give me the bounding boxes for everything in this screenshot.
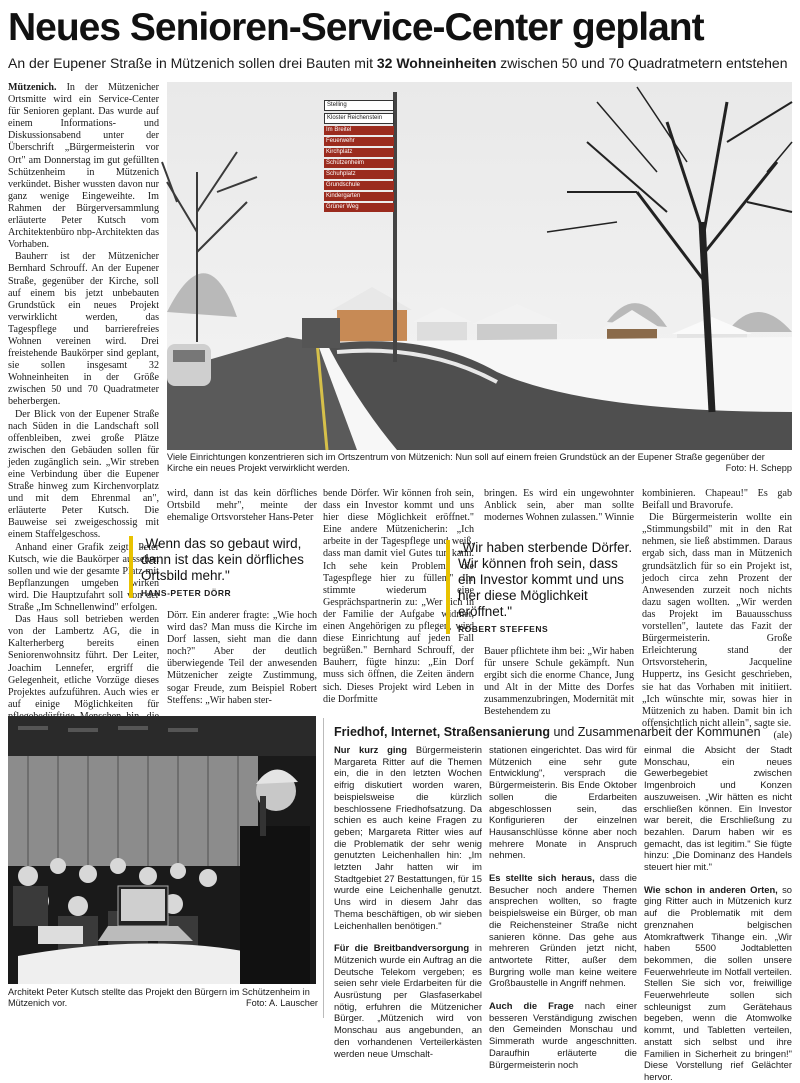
quote-author: HANS-PETER DÖRR — [141, 588, 232, 598]
article-column-4: bringen. Es wird ein ungewohnter Anblick sein, aber man sollte modernes Wohnen zulassen." Winnie — [484, 488, 634, 524]
quote-text: „Wir haben sterbende Dörfer. Wir können froh sein, dass ein Investor kommt und uns hier diese Möglichkeit eröffnet." — [458, 540, 633, 619]
sign-kirchplatz: Kirchplatz — [324, 148, 394, 157]
sign-grundschule: Grundschule — [324, 181, 394, 190]
article-column-5: kombinieren. Chapeau!" Es gab Beifall und Bravorufe. Die Bürgermeisterin wollte ein „Stimmungsbild" mit in den Rat nehmen, sie ließ abstimmen. Daraus ergab sich, dass man in Mützenich grundsätzlich für so ein Projekt ist, jedoch circa zehn Prozent der Anwesenden zurzeit noch nichts dazu sagen wollten. „Wir werden das Projekt im Bauausschuss vorstellen", lautete das Fazit der Bürgermeisterin. Große Erleichterung stand der Ortsvorsteherin, Jacqueline Huppertz, ins Gesicht geschrieben, sie hat das Vorhaben mit initiiert. „Ich wünschte mir, sowas hier in Mützenich zu haben. Damit bin ich offensichtlich nicht allein", sagte sie. (ale) — [642, 488, 792, 741]
subheadline: An der Eupener Straße in Mützenich sollen drei Bauten mit 32 Wohneinheiten zwischen 50 und 70 Quadratmetern entstehen — [8, 55, 788, 71]
photo-credit-2: Foto: A. Lauscher — [245, 998, 318, 1008]
sign-feuerwehr: Feuerwehr — [324, 137, 394, 146]
section-column-2: stationen eingerichtet. Das wird für Mützenich eine sehr gute Entwicklung", versprach die Bürgermeisterin. Bis Ende Oktober sollen die Erdarbeiten abgeschlossen sein, das Konfigurieren der einzelnen Hausanschlüsse könne aber noch mehrere Monate in Anspruch nehmen. Es stellte sich heraus, dass die Besucher noch andere Themen ansprechen wollten, so fragte beispielsweise ein Bürger, ob man die Reichensteiner Straße nicht sanieren könne. Das gehe aus mehreren Gründen jetzt nicht, antwortete Ritter, außer dem Burgring wolle man keine weitere Großbaustelle in Angriff nehmen. Auch die Frage nach einer besseren Verständigung zwischen den Gemeinden Monschau und Simmerath wurde angeschnitten. Daraufhin erläuterte die Bürgermeisterin noch — [489, 744, 638, 1070]
street-photo — [167, 82, 792, 450]
article-column-4-lower: Bauer pflichtete ihm bei: „Wir haben für unsere Schule gekämpft. Nun ergibt sich die enorme Chance, Jung und Alt in der Mitte des Dorfes zusammenzubringen, Modernität mit Bestehendem zu — [484, 646, 634, 718]
paragraph: Bauherr ist der Mützenicher Bernhard Schrouff. An der Eupener Straße, gegenüber der Kirche, soll auf einem bis jetzt unbebauten Grundstück ein neues Projekt verwirklicht werden, das Tagespflege und barrierefreies Wohnen vereinen wird. Drei freistehende Baukörper sind geplant, sie sollen insgesamt 32 Wohneinheiten in der Größe zwischen 50 und 70 Quadratmeter beherbergen. — [8, 251, 159, 408]
section-column-1: Nur kurz ging Bürgermeisterin Margareta Ritter auf die Themen ein, die in den letzten Wochen eifrig diskutiert worden waren, beispielsweise die kürzlich beschlossene Friedhofsatzung. Da schien es auch keine Fragen zu geben; Margareta Ritter wies auf die Problematik der sehr wenig genutzten Leichenhallen hin: „Im letzten Jahr hatten wir im Stadtgebiet 27 Bestattungen, für 15 wurde eine Leichenhalle genutzt. Uns wird in diesem Jahr das Thema beschäftigen, ob wir sieben Leichenhallen benötigen." Für die Breitbandversorgung in Mützenich wurde ein Auftrag an die Deutsche Telekom vergeben; es seien sehr viele Erdarbeiten für die Ausrüstung per Glasfaserkabel nötig, erfuhren die Mützenicher Bürger. „Mützenich wird von Monschau aus angebunden, an den vorhandenen Verteilerkästen werden neue Umschalt- — [334, 744, 482, 1059]
quote-author: ROBERT STEFFENS — [458, 624, 549, 634]
dateline: Mützenich. — [8, 82, 57, 93]
photo-caption-2: Architekt Peter Kutsch stellte das Projekt den Bürgern im Schützenheim in Mützenich vor. Foto: A. Lauscher — [8, 987, 318, 1008]
pull-quote-steffens — [446, 540, 636, 634]
sign-kloster: Kloster Reichenstein — [324, 113, 394, 124]
sign-kindergarten: Kindergarten — [324, 192, 394, 201]
section-divider — [323, 718, 324, 1018]
headline: Neues Senioren-Service-Center geplant — [8, 6, 704, 49]
sign-stelling: Stelling — [324, 100, 394, 111]
winter-street-image — [167, 82, 792, 450]
photo-caption: Viele Einrichtungen konzentrieren sich im Ortszentrum von Mützenich: Nun soll auf einem freien Grundstück an der Eupener Straße gegenüber der Kirche ein neues Projekt verwirklicht werden. Foto: H. Schepp — [167, 452, 792, 473]
article-column-2: wird, dann ist das kein dörfliches Ortsbild mehr", meinte der ehemalige Ortsvorsteher Hans-Peter — [167, 488, 317, 524]
section-column-3: einmal die Absicht der Stadt Monschau, ein neues Gewerbegebiet zwischen Imgenbroich und Konzen auszuweisen. „Wir hätten es nicht erschließen können. Ein Investor war bereit, die Erschließung zu bezahlen. Darum haben wir es gemacht, das ist legitim." Sie fügte hinzu: „Die Dominanz des Handels steuert hier mit." Wie schon in anderen Orten, so ging Ritter auch in Mützenich kurz auf die Problematik mit dem grenznahen belgischen Atomkraftwerk Tihange ein. „Wir haben 5500 Jodtabletten bekommen, die sollen unsere Feuerwehrleute im Notfall verteilen. Stellen Sie sich vor, freiwillige Feuerwehrleute sollen sich schleunigst zum Gerätehaus begeben, wenn die Atomwolke kommt, und Tabletten verteilen, anstatt sich selbst und ihre Familien in Sicherheit zu bringen!" Diese Vorstellung rief Gelächter hervor. — [644, 744, 792, 1082]
paragraph: Der Blick von der Eupener Straße nach Süden in die Landschaft soll offenbleiben, zwei große Plätze zwischen den Gebäuden sollen für jeden zugänglich sein. „Wir streben eine Verbindung über die Eupener Straße hinweg zum Kirchenvorplatz und mit dem Ehrenmal an", erläuterte Peter Kutsch. Die Bauweise sei zweigeschossig mit einem Staffelgeschoss. — [8, 408, 159, 541]
article-column-2-lower: Dörr. Ein anderer fragte: „Wie hoch wird das? Man muss die Kirche im Dorf lassen, sieht man die dann noch?" Aber der deutlich überwiegende Teil der anwesenden Mützenicher zeigte Zustimmung, sogar Freude, zum Beispiel Robert Steffens: „Wir haben ster- — [167, 610, 317, 706]
photo-credit: Foto: H. Schepp — [725, 463, 792, 473]
paragraph: Anhand einer Grafik zeigte Peter Kutsch, wie die Baukörper aussehen sollen und wie der gesamte Platz mit Bepflanzungen umgeben wirken wird. Die Hauptzufahrt soll von der Straße „Im Schnellenwind" erfolgen. — [8, 541, 159, 614]
sign-schuhplatz: Schuhplatz — [324, 170, 394, 179]
audience-image — [8, 716, 316, 984]
pull-quote-doerr — [129, 536, 319, 598]
quote-text: „Wenn das so gebaut wird, dann ist das kein dörfliches Ortsbild mehr." — [141, 536, 304, 583]
sign-im-breitel: Im Breitel — [324, 126, 394, 135]
sign-schuetzenheim: Schützenheim — [324, 159, 394, 168]
signpost — [324, 100, 394, 214]
author-initials: (ale) — [773, 729, 792, 741]
article-column-3: bende Dörfer. Wir können froh sein, dass ein Investor kommt und uns hier diese Möglichkeit eröffnet." Eine andere Mützenicherin: „Ich arbeite in der Tagespflege und weiß, dass man damit viel Gutes tun kann. Ich sehe kein Problem, die Tagespflege hier zu füllen." Ihr stimmte wiederum eine Gesprächspartnerin zu: „Wer sich in der Familie der Aufgabe widmet, einen Angehörigen zu pflegen, wird diese Einrichtung auf jeden Fall begrüßen." Bernhard Schrouff, der Bauherr, fügte hinzu: „Ein Dorf muss sich öffnen, die Zeiten ändern sich. Dieses Projekt wird Leben in die Dorfmitte — [323, 488, 474, 705]
presentation-photo — [8, 716, 316, 984]
section-heading: Friedhof, Internet, Straßensanierung und Zusammenarbeit der Kommunen — [334, 725, 761, 739]
article-column-1 — [8, 82, 159, 710]
sign-gruener-weg: Grüner Weg — [324, 203, 394, 212]
paragraph: Mützenich. In der Mützenicher Ortsmitte wird ein Service-Center für Senioren geplant. Das wurde auf einem Informations- und Diskussionsabend unter der Überschrift „Bürgermeisterin vor Ort" am Donnerstag im gut gefüllten Schützenheim in Mützenich verkündet. Bisher wussten davon nur ganz wenige Eingeweihte. Im Rahmen der Bürgerversammlung erläuterte Peter Kutsch vom Architektenbüro nbp-Architekten das Vorhaben. — [8, 82, 159, 251]
paragraph: Das Haus soll betrieben werden von der Lambertz AG, die in Kalterherberg bereits einen Seniorenwohnsitz führt. Der Leiter, Joachim Lennefer, ergriff die Gelegenheit, etliche Vorzüge dieses Projektes aufzuführen. Auch wies er auf einige Möglichkeiten für — [8, 614, 159, 710]
